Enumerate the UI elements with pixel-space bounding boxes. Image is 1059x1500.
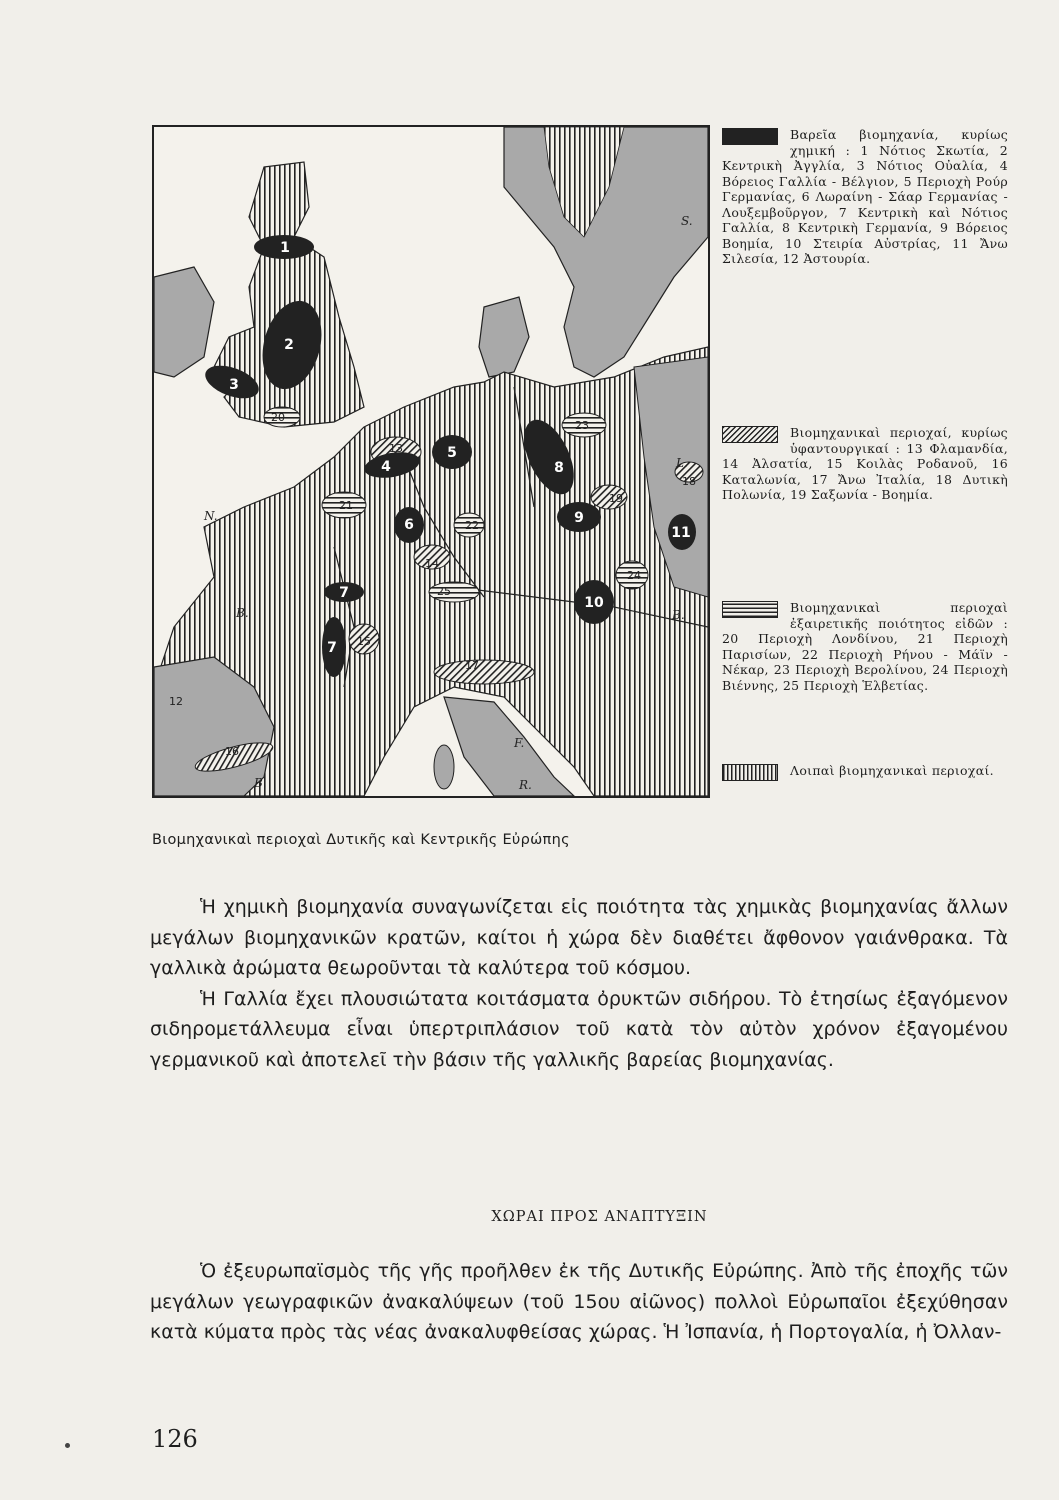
region-label-16: 16 bbox=[225, 745, 239, 758]
region-label-8: 8 bbox=[554, 460, 564, 476]
place-letter-r: R. bbox=[519, 778, 532, 792]
region-label-12: 12 bbox=[169, 695, 183, 708]
map-caption: Βιομηχανικαὶ περιοχαὶ Δυτικῆς καὶ Κεντρικῆς Εὐρώπης bbox=[152, 832, 570, 848]
place-letter-f: F. bbox=[514, 736, 525, 750]
legend-textile-regions bbox=[722, 425, 1008, 503]
swatch-quality-regions bbox=[722, 601, 778, 618]
paragraph-1: Ἡ χημικὴ βιομηχανία συναγωνίζεται εἰς ποιότητα τὰς χημικὰς βιομηχανίας ἄλλων μεγάλων βιομηχανικῶν κρατῶν, καίτοι ἡ χώρα δὲν διαθέτει ἄφθονον γαιάνθρακα. Τὰ γαλλικὰ ἀρώματα θεωροῦνται τὰ καλύτερα τοῦ κόσμου. bbox=[150, 896, 1008, 979]
place-letter-b3: B. bbox=[254, 776, 267, 790]
region-label-4: 4 bbox=[381, 459, 391, 475]
region-label-1: 1 bbox=[280, 240, 290, 256]
region-label-15: 15 bbox=[357, 635, 371, 648]
region-label-18: 18 bbox=[682, 475, 696, 488]
region-label-7: 7 bbox=[339, 585, 349, 601]
swatch-heavy-industry bbox=[722, 128, 778, 145]
industrial-regions-map bbox=[152, 125, 710, 798]
legend-heavy-industry-text: Βαρεῖα βιομηχανία, κυρίως χημική : 1 Νότιος Σκωτία, 2 Κεντρικὴ Ἀγγλία, 3 Νότιος Οὐαλία, 4 Βόρειος Γαλλία - Βέλγιον, 5 Περιοχὴ Ρούρ Γερμανίας, 6 Λωραίνη - Σάαρ Γερμανίας - Λουξεμβοῦργον, 7 Κεντρικὴ καὶ Νότιος Γαλλία, 8 Κεντρικὴ Γερμανία, 9 Βόρειος Βοημία, 10 Στειρία Αὐστρίας, 11 Ἄνω Σιλεσία, 12 Ἀστουρία. bbox=[722, 127, 1008, 266]
page-number: 126 bbox=[152, 1425, 198, 1453]
region-label-14: 14 bbox=[425, 557, 439, 570]
legend-quality-regions bbox=[722, 600, 1008, 693]
body-section-1 bbox=[150, 892, 1008, 1075]
body-section-2 bbox=[150, 1256, 1008, 1348]
region-label-6: 6 bbox=[404, 517, 414, 533]
place-letter-b2: B. bbox=[672, 608, 685, 622]
region-label-21: 21 bbox=[339, 499, 353, 512]
region-label-17: 17 bbox=[465, 659, 479, 672]
place-letter-b1: B. bbox=[236, 606, 249, 620]
region-label-19: 19 bbox=[609, 492, 623, 505]
region-label-24: 24 bbox=[627, 569, 641, 582]
legend-other-regions bbox=[722, 763, 1008, 783]
region-label-11: 11 bbox=[671, 525, 691, 541]
place-letter-n: N. bbox=[204, 509, 218, 523]
margin-dot bbox=[65, 1443, 70, 1448]
place-letter-l: L. bbox=[676, 456, 688, 470]
legend-quality-regions-text: Βιομηχανικαὶ περιοχαὶ ἐξαιρετικῆς ποιότητος εἰδῶν : 20 Περιοχὴ Λονδίνου, 21 Περιοχὴ Παρισίων, 22 Περιοχὴ Ρήνου - Μάϊν - Νέκαρ, 23 Περιοχὴ Βερολίνου, 24 Περιοχὴ Βιέννης, 25 Περιοχὴ Ἑλβετίας. bbox=[722, 600, 1008, 693]
region-label-7b: 7 bbox=[327, 640, 337, 656]
legend-other-regions-text: Λοιπαὶ βιομηχανικαὶ περιοχαί. bbox=[790, 763, 994, 778]
paragraph-2: Ἡ Γαλλία ἔχει πλουσιώτατα κοιτάσματα ὀρυκτῶν σιδήρου. Τὸ ἐτησίως ἐξαγόμενον σιδηρομετάλλευμα εἶναι ὑπερτριπλάσιον τοῦ κατὰ τὸν αὐτὸν χρόνον ἐξαγομένου γερμανικοῦ καὶ ἀποτελεῖ τὴν βάσιν τῆς γαλλικῆς βαρείας βιομηχανίας. bbox=[150, 987, 1008, 1071]
swatch-textile-regions bbox=[722, 426, 778, 443]
region-label-13: 13 bbox=[389, 442, 403, 455]
region-label-5: 5 bbox=[447, 445, 457, 461]
section-heading: ΧΩΡΑΙ ΠΡΟΣ ΑΝΑΠΤΥΞΙΝ bbox=[491, 1209, 708, 1225]
place-letter-s: S. bbox=[681, 214, 693, 228]
swatch-other-regions bbox=[722, 764, 778, 781]
region-label-10: 10 bbox=[584, 595, 604, 611]
region-label-22: 22 bbox=[465, 519, 479, 532]
legend-textile-regions-text: Βιομηχανικαὶ περιοχαί, κυρίως ὑφαντουργικαί : 13 Φλαμανδία, 14 Ἀλσατία, 15 Κοιλὰς Ροδανοῦ, 16 Καταλωνία, 17 Ἄνω Ἰταλία, 18 Δυτικὴ Πολωνία, 19 Σαξωνία - Βοημία. bbox=[722, 425, 1008, 502]
region-label-20: 20 bbox=[271, 411, 285, 424]
paragraph-3: Ὁ ἐξευρωπαϊσμὸς τῆς γῆς προῆλθεν ἐκ τῆς Δυτικῆς Εὐρώπης. Ἀπὸ τῆς ἐποχῆς τῶν μεγάλων γεωγραφικῶν ἀνακαλύψεων (τοῦ 15ου αἰῶνος) πολλοὶ Εὐρωπαῖοι ἐξεχύθησαν κατὰ κύματα πρὸς τὰς νέας ἀνακαλυφθείσας χώρας. Ἡ Ἰσπανία, ἡ Πορτογαλία, ἡ Ὀλλαν- bbox=[150, 1260, 1008, 1343]
region-label-9: 9 bbox=[574, 510, 584, 526]
region-label-25: 25 bbox=[437, 585, 451, 598]
legend-heavy-industry bbox=[722, 127, 1008, 267]
region-label-2: 2 bbox=[284, 337, 294, 353]
region-label-3: 3 bbox=[229, 377, 239, 393]
region-label-23: 23 bbox=[575, 419, 589, 432]
